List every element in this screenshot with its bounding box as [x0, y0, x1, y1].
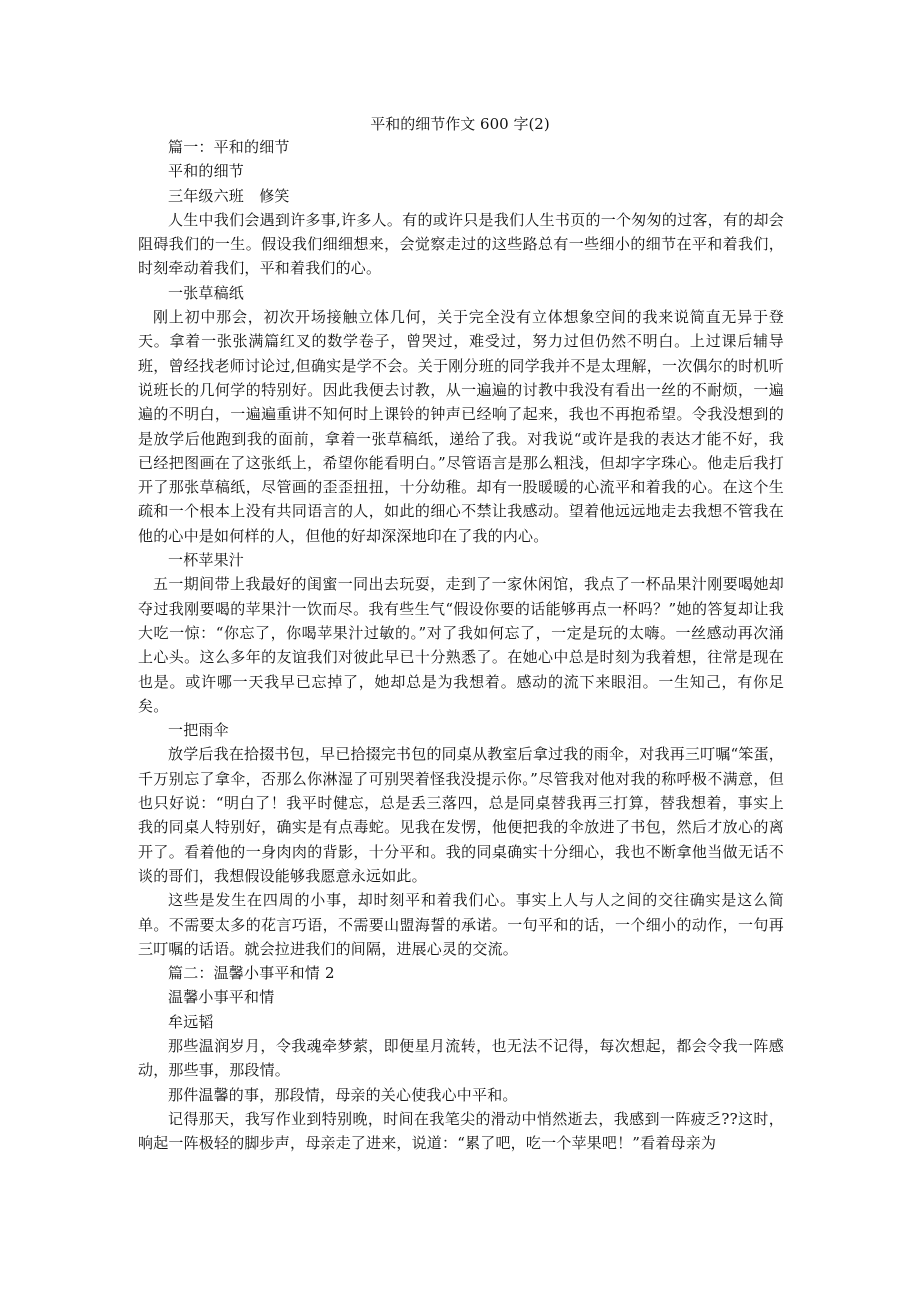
author-line-2: 牟远韬	[168, 1012, 214, 1031]
body-paragraph: 人生中我们会遇到许多事,许多人。有的或许只是我们人生书页的一个匆匆的过客，有的却会阻碍我们的一生。假设我们细细想来，会觉察走过的这些路总有一些细小的细节在平和着我们，时刻牵动着我们，平和着我们的心。	[138, 210, 784, 278]
body-paragraph: 刚上初中那会，初次开场接触立体几何，关于完全没有立体想象空间的我来说简直无异于登天。拿着一张张满篇红叉的数学卷子，曾哭过，难受过，努力过但仍然不明白。上过课后辅导班，曾经找老师讨论过,但确实是学不会。关于刚分班的同学我并不是太理解，一次偶尔的时机听说班长的几何学的特别好。因此我便去讨教，从一遍遍的讨教中我没有看出一丝的不耐烦，一遍遍的不明白，一遍遍重讲不知何时上课铃的钟声已经响了起来，我也不再抱希望。令我没想到的是放学后他跑到我的面前，拿着一张草稿纸，递给了我。对我说“或许是我的表达才能不好，我已经把图画在了这张纸上，希望你能看明白。”尽管语言是那么粗浅，但却字字珠心。他走后我打开了那张草稿纸，尽管画的歪歪扭扭，十分幼稚。却有一股暖暖的心流平和着我的心。在这个生疏和一个根本上没有共同语言的人，如此的细心不禁让我感动。望着他远远地走去我想不管我在他的心中是如何样的人，但他的好却深深地印在了我的内心。	[138, 308, 784, 545]
section-heading-1: 篇一：平和的细节	[168, 138, 290, 156]
body-paragraph: 记得那天，我写作业到特别晚，时间在我笔尖的滑动中悄然逝去，我感到一阵疲乏??这时，响起一阵极轻的脚步声，母亲走了进来，说道：“累了吧，吃一个苹果吧！”看着母亲为	[138, 1109, 784, 1153]
body-paragraph: 那件温馨的事，那段情，母亲的关心使我心中平和。	[168, 1085, 518, 1104]
essay-title-1: 平和的细节	[168, 162, 245, 181]
body-paragraph: 放学后我在拾掇书包，早已拾掇完书包的同桌从教室后拿过我的雨伞，对我再三叮嘱“笨蛋，千万别忘了拿伞，否那么你淋湿了可别哭着怪我没提示你。”尽管我对他对我的称呼极不满意，但也只好说：“明白了！我平时健忘，总是丢三落四，总是同桌替我再三打算，替我想着，事实上我的同桌人特别好，确实是有点毒蛇。见我在发愣，他便把我的伞放进了书包，然后才放心的离开了。看着他的一身肉肉的背影，十分平和。我的同桌确实十分细心，我也不断拿他当做无话不谈的哥们，我想假设能够我愿意永远如此。	[138, 745, 784, 885]
subheading-draft-paper: 一张草稿纸	[168, 283, 245, 302]
subheading-apple-juice: 一杯苹果汁	[168, 551, 245, 570]
body-paragraph: 那些温润岁月，令我魂牵梦萦，即便星月流转，也无法不记得，每次想起，都会令我一阵感动，那些事，那段情。	[138, 1036, 784, 1080]
body-paragraph: 这些是发生在四周的小事，却时刻平和着我们心。事实上人与人之间的交往确实是这么简单。不需要太多的花言巧语，不需要山盟海誓的承诺。一句平和的话，一个细小的动作，一句再三叮嘱的话语。就会拉进我们的间隔，进展心灵的交流。	[138, 891, 784, 958]
section-heading-2: 篇二：温馨小事平和情 2	[168, 964, 335, 983]
essay-title-2: 温馨小事平和情	[168, 988, 275, 1007]
body-paragraph: 五一期间带上我最好的闺蜜一同出去玩耍，走到了一家休闲馆，我点了一杯品果汁刚要喝她却夺过我刚要喝的苹果汁一饮而尽。我有些生气“假设你要的话能够再点一杯吗？”她的答复却让我大吃一惊：“你忘了，你喝苹果汁过敏的。”对了我如何忘了，一定是玩的太嗨。一丝感动再次涌上心头。这么多年的友谊我们对彼此早已十分熟悉了。在她心中总是时刻为我着想，往常是现在也是。或许哪一天我早已忘掉了，她却总是为我想着。感动的流下来眼泪。一生知己，有你足矣。	[138, 575, 784, 715]
author-line-1: 三年级六班 修笑	[168, 186, 290, 205]
subheading-umbrella: 一把雨伞	[168, 721, 229, 740]
document-body	[138, 135, 784, 1155]
document-title: 平和的细节作文 600 字(2)	[370, 115, 550, 133]
